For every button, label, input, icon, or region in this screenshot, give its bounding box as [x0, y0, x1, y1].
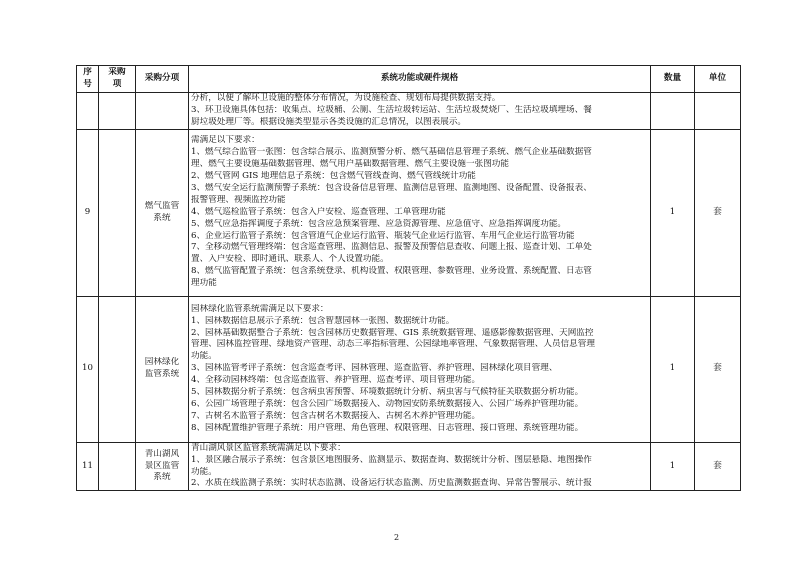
spec-line: 管理、园林监控管理、绿地资产管理、动态三率指标管理、公园绿地率管理、气象数据管理、人员信息管理	[191, 339, 595, 350]
category-line: 燃气监管	[144, 200, 180, 211]
spec-line: 理功能	[191, 278, 217, 289]
spec-line: 需满足以下要求：	[191, 135, 260, 146]
spec-line: 青山湖风景区监管系统需满足以下要求：	[191, 442, 346, 453]
spec-cell	[189, 93, 651, 130]
unit-cell: 套	[695, 129, 741, 296]
header-category: 采购分项	[136, 66, 189, 93]
procurement-item-cell	[99, 442, 136, 491]
header-items-line: 项	[112, 79, 122, 89]
spec-line: 5、园林数据分析子系统：包含病虫害预警、环境数据统计分析、病虫害与气候特征关联数据分析功能。	[191, 387, 584, 398]
spec-line: 园林绿化监管系统需满足以下要求：	[191, 303, 329, 314]
row-number: 9	[77, 129, 99, 296]
spec-line: 2、水质在线监测子系统：实时状态监测、设备运行状态监测、历史监测数据查询、异常告警展示、统计报	[191, 478, 592, 489]
spec-line: 6、公园广场管理子系统：包含公园广场数据接入、动物园安防系统数据接入、公园广场养护管理功能。	[191, 398, 584, 409]
header-qty: 数量	[651, 66, 695, 93]
spec-line: 3、燃气安全运行监测预警子系统：包含设备信息管理、监测信息管理、监测地图、设备配置、设备报表、	[191, 182, 592, 193]
spec-line: 1、燃气综合监管一张图：包含综合展示、监测预警分析、燃气基础信息管理子系统、燃气企业基础数据管	[191, 147, 592, 158]
row-number: 11	[77, 442, 99, 491]
procurement-item-cell	[99, 129, 136, 296]
header-items	[99, 66, 136, 93]
spec-line: 4、燃气巡检监管子系统：包含入户安检、巡查管理、工单管理功能	[191, 206, 446, 217]
spec-line: 功能。	[191, 351, 217, 362]
spec-line: 厨垃圾处理厂等。根据设施类型显示各类设施的汇总情况，以图表展示。	[191, 116, 467, 127]
spec-cell	[189, 296, 651, 442]
row-number: 10	[77, 296, 99, 442]
unit-cell: 套	[695, 442, 741, 491]
spec-line: 8、燃气监管配置子系统：包含系统登录、机构设置、权限管理、参数管理、业务设置、系统配置、日志管	[191, 266, 592, 277]
spec-line: 报警管理、视频监控功能	[191, 194, 286, 205]
header-seq-line: 序	[83, 67, 92, 78]
quantity-cell: 1	[651, 296, 695, 442]
procurement-item-cell	[99, 296, 136, 442]
category-line: 监管系统	[144, 369, 180, 380]
category-line: 系统	[153, 212, 171, 223]
spec-line: 分析，以便了解环卫设施的整体分布情况，为设施检查、规划布局提供数据支持。	[191, 93, 501, 103]
spec-cell	[189, 442, 651, 491]
spec-line: 4、全移动园林终端：包含巡查监管、养护管理、巡查考评、项目管理功能。	[191, 375, 481, 386]
quantity-cell: 1	[651, 442, 695, 491]
table-row	[77, 442, 741, 491]
spec-line: 1、景区融合展示子系统：包含景区地图服务、监测显示、数据查询、数据统计分析、图层悬隐、地图操作	[191, 454, 592, 465]
header-seq-line: 号	[83, 79, 92, 89]
spec-line: 2、燃气管网 GIS 地理信息子系统：包含燃气管线查询、燃气管线统计功能	[191, 171, 476, 182]
category-cell	[136, 442, 189, 491]
header-unit: 单位	[695, 66, 741, 93]
header-spec: 系统功能或硬件规格	[189, 66, 651, 93]
category-cell	[136, 93, 189, 130]
table-header-row	[77, 66, 741, 93]
spec-line: 5、燃气应急指挥调度子系统：包含应急预案管理、应急资源管理、应急值守、应急指挥调度功能。	[191, 218, 567, 229]
spec-line: 3、园林监管考评子系统：包含巡查考评、园林管理、巡查监管、养护管理、园林绿化项目管理、	[191, 363, 558, 374]
table-row	[77, 93, 741, 130]
spec-cell	[189, 129, 651, 296]
spec-line: 2、园林基础数据整合子系统：包含园林历史数据管理、GIS 系统数据管理、遥感影像数据管理、天网监控	[191, 327, 594, 338]
unit-cell	[695, 93, 741, 130]
spec-line: 理、燃气主要设施基础数据管理、燃气用户基础数据管理、燃气主要设施一张图功能	[191, 159, 509, 170]
table-row	[77, 129, 741, 296]
category-line: 园林绿化	[144, 357, 180, 368]
spec-line: 7、古树名木监管子系统：包含古树名木数据接入、古树名木养护管理功能。	[191, 410, 481, 421]
spec-line: 8、园林配置维护管理子系统：用户管理、角色管理、权限管理、日志管理、接口管理、系统管理功能。	[191, 422, 584, 433]
spec-line: 3、环卫设施具体包括：收集点、垃圾桶、公厕、生活垃圾转运站、生活垃圾焚烧厂、生活垃圾填埋场、餐	[191, 104, 592, 115]
category-cell	[136, 296, 189, 442]
page-number: 2	[393, 533, 400, 542]
quantity-cell	[651, 93, 695, 130]
category-line: 系统	[153, 472, 171, 483]
row-number	[77, 93, 99, 130]
spec-line: 7、全移动燃气管理终端：包含巡查管理、监测信息、报警及预警信息查收、问题上报、巡查计划、工单处	[191, 242, 592, 253]
spec-line: 1、园林数据信息展示子系统：包含智慧园林一张图、数据统计功能。	[191, 315, 455, 326]
spec-line: 置、入户安检、即时通讯、联系人、个人设置功能。	[191, 254, 389, 265]
category-line: 景区监管	[144, 460, 180, 471]
procurement-spec-table	[76, 65, 741, 491]
category-line: 青山湖风	[144, 448, 180, 459]
quantity-cell: 1	[651, 129, 695, 296]
unit-cell: 套	[695, 296, 741, 442]
header-items-line: 采购	[108, 67, 126, 78]
spec-line: 6、企业运行监管子系统：包含管道气企业运行监管、瓶装气企业运行监管、车用气企业运行监管功能	[191, 230, 575, 241]
procurement-item-cell	[99, 93, 136, 130]
header-seq	[77, 66, 99, 93]
category-cell	[136, 129, 189, 296]
spec-line: 功能。	[191, 466, 217, 477]
table-body	[77, 93, 741, 491]
table-row	[77, 296, 741, 442]
